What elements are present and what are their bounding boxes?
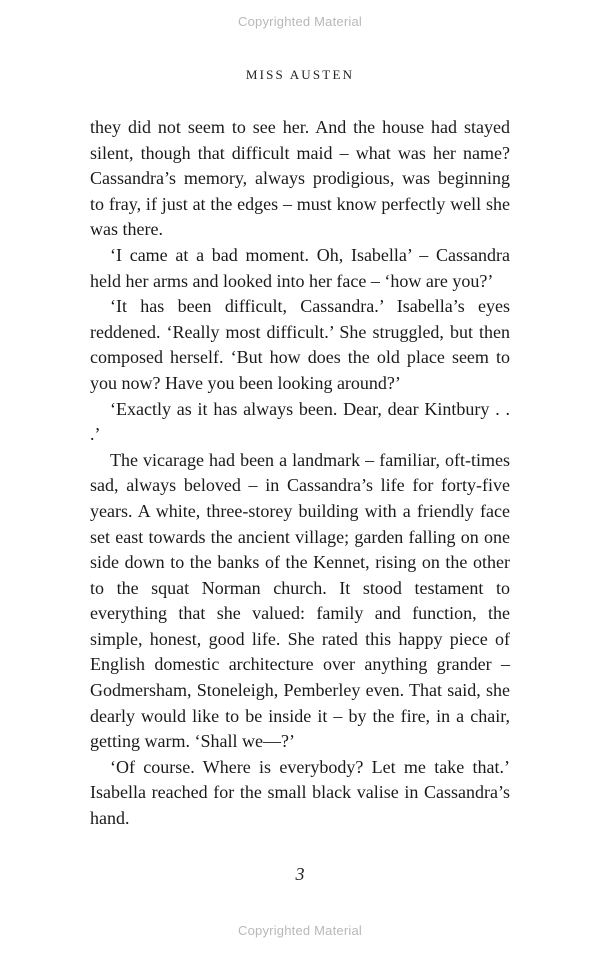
paragraph: The vicarage had been a landmark – familiar, oft-times sad, always beloved – in Cassandra’s life for forty-five years. A white, three-storey building with a friendly face set east towards the ancient village; garden falling on one side down to the banks of the Kennet, rising on the other to the squat Norman church. It stood testament to everything that she valued: family and function, the simple, honest, good life. She rated this happy piece of English domestic architecture over anything grander – Godmersham, Stoneleigh, Pemberley even. That said, she dearly would like to be inside it – by the fire, in a chair, getting warm. ‘Shall we—?’ [90,449,510,752]
paragraph: ‘Of course. Where is everybody? Let me take that.’ Isabella reached for the small black valise in Cassandra’s hand. [90,756,510,829]
page-number: 3 [295,864,305,884]
paragraph: ‘It has been difficult, Cassandra.’ Isabella’s eyes reddened. ‘Really most difficult.’ She struggled, but then composed herself. ‘But how does the old place seem to you now? Have you been looking around?’ [90,296,510,393]
copyright-watermark-bottom: Copyrighted Material [238,923,362,938]
paragraph: they did not seem to see her. And the house had stayed silent, though that difficult maid – what was her name? Cassandra’s memory, always prodigious, was beginning to fray, if just at the edges – must know perfectly well she was there. [90,117,510,240]
paragraph: ‘I came at a bad moment. Oh, Isabella’ – Cassandra held her arms and looked into her face – ‘how are you?’ [90,244,510,291]
running-head: MISS AUSTEN [245,67,355,82]
copyright-watermark-top: Copyrighted Material [238,14,362,29]
body-text [90,115,510,832]
paragraph: ‘Exactly as it has always been. Dear, dear Kintbury . . .’ [90,398,510,445]
